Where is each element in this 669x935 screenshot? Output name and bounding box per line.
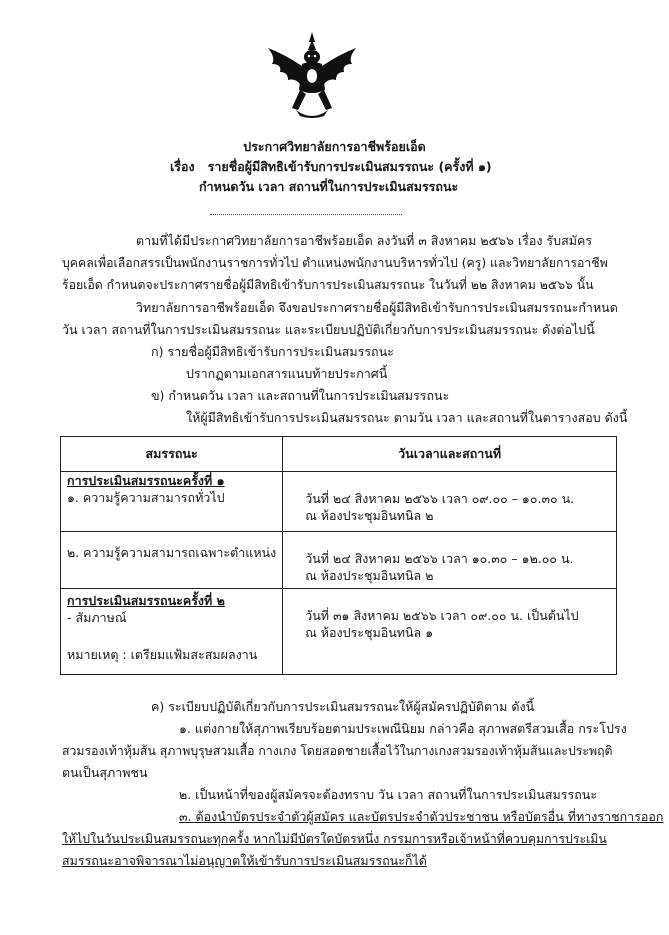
schedule-date: วันที่ ๒๔ สิงหาคม ๒๕๖๖ เวลา ๑๐.๓๐ – ๑๒.๐๐ น.: [305, 551, 574, 566]
subject-prefix: เรื่อง: [170, 159, 195, 174]
item-b: ข) กำหนดวัน เวลา และสถานที่ในการประเมินสมรรถนะ: [151, 388, 450, 403]
schedule-date: วันที่ ๓๑ สิงหาคม ๒๕๖๖ เวลา ๐๙.๐๐ น. เป็นต้นไป: [305, 608, 579, 623]
paragraph-1-line-1: ตามที่ได้มีประกาศวิทยาลัยการอาชีพร้อยเอ็ด ลงวันที่ ๓ สิงหาคม ๒๕๖๖ เรื่อง รับสมัคร: [136, 233, 593, 248]
paragraph-2-line-1: วิทยาลัยการอาชีพร้อยเอ็ด จึงขอประกาศรายชื่อผู้มีสิทธิเข้ารับการประเมินสมรรถนะกำหนด: [136, 300, 618, 315]
garuda-emblem-icon: [262, 30, 362, 122]
table-row: [61, 472, 617, 532]
paragraph-1-line-2: บุคคลเพื่อเลือกสรรเป็นพนักงานราชการทั่วไป ตำแหน่งพนักงานบริหารทั่วไป (ครู) และวิทยาลัยการอาชีพ: [62, 256, 608, 270]
competency-item: - สัมภาษณ์: [67, 610, 127, 625]
table-row: [61, 589, 617, 675]
rule-1-line-3: ตนเป็นสุภาพชน: [62, 765, 148, 780]
competency-cell: [61, 472, 283, 532]
column-header-competency: สมรรถนะ: [61, 437, 283, 472]
schedule-cell: [283, 532, 617, 589]
column-header-date-place: วันเวลาและสถานที่: [283, 437, 617, 472]
rule-3-line-1: ๓. ต้องนำบัตรประจำตัวผู้สมัคร และบัตรประจำตัวประชาชน หรือบัตรอื่น ที่ทางราชการออก: [179, 809, 664, 824]
schedule-date: วันที่ ๒๔ สิงหาคม ๒๕๖๖ เวลา ๐๙.๐๐ – ๑๐.๓๐ น.: [305, 491, 575, 506]
announcement-title: ประกาศวิทยาลัยการอาชีพร้อยเอ็ด: [243, 139, 426, 154]
paragraph-1-line-3: ร้อยเอ็ด กำหนดจะประกาศรายชื่อผู้มีสิทธิเข้ารับการประเมินสมรรถนะ ในวันที่ ๒๒ สิงหาคม ๒๕๖๖ นั้น: [62, 278, 594, 292]
competency-cell: [61, 532, 283, 589]
item-c: ค) ระเบียบปฏิบัติเกี่ยวกับการประเมินสมรรถนะให้ผู้สมัครปฏิบัติตาม ดังนี้: [151, 699, 535, 714]
table-row: [61, 532, 617, 589]
rule-1-line-2: สวมรองเท้าหุ้มส้น สุภาพบุรุษสวมเสื้อ กางเกง โดยสอดชายเสื้อไว้ในกางเกงสวมรองเท้าหุ้มส้นและประพฤติ: [62, 744, 613, 758]
rule-3-line-2: ให้ไปในวันประเมินสมรรถนะทุกครั้ง หากไม่มีบัตรใดบัตรหนึ่ง กรรมการหรือเจ้าหน้าที่ควบคุมการประเมิน: [62, 832, 607, 846]
subject-line: [170, 159, 492, 175]
item-a: ก) รายชื่อผู้มีสิทธิเข้ารับการประเมินสมรรถนะ: [151, 344, 394, 359]
round-1-heading: การประเมินสมรรถนะครั้งที่ ๑: [67, 473, 225, 488]
schedule-cell: [283, 589, 617, 675]
rule-3-line-3: สมรรถนะอาจพิจารณาไม่อนุญาตให้เข้ารับการประเมินสมรรถนะก็ได้: [62, 853, 427, 868]
paragraph-2-line-2: วัน เวลา สถานที่ในการประเมินสมรรถนะ และระเบียบปฏิบัติเกี่ยวกับการประเมินสมรรถนะ ดังต่อไปนี้: [62, 322, 595, 337]
schedule-venue: ณ ห้องประชุมอินทนิล ๑: [305, 625, 434, 640]
header-divider: [210, 214, 402, 215]
schedule-venue: ณ ห้องประชุมอินทนิล ๒: [305, 508, 434, 523]
subject-line-2: กำหนดวัน เวลา สถานที่ในการประเมินสมรรถนะ: [199, 179, 459, 194]
schedule-table: [60, 436, 617, 675]
subject-text: รายชื่อผู้มีสิทธิเข้ารับการประเมินสมรรถนะ (ครั้งที่ ๑): [207, 159, 492, 174]
rule-1-line-1: ๑. แต่งกายให้สุภาพเรียบร้อยตามประเพณีนิยม กล่าวคือ สุภาพสตรีสวมเสื้อ กระโปรง: [179, 721, 627, 736]
table-note: หมายเหตุ : เตรียมแฟ้มสะสมผลงาน: [67, 647, 258, 662]
round-2-heading: การประเมินสมรรถนะครั้งที่ ๒: [67, 593, 225, 608]
rule-2: ๒. เป็นหน้าที่ของผู้สมัครจะต้องทราบ วัน เวลา สถานที่ในการประเมินสมรรถนะ: [179, 787, 598, 802]
schedule-venue: ณ ห้องประชุมอินทนิล ๒: [305, 568, 434, 583]
table-header-row: [61, 437, 617, 472]
competency-item: ๑. ความรู้ความสามารถทั่วไป: [67, 490, 225, 505]
schedule-cell: [283, 472, 617, 532]
item-b-detail: ให้ผู้มีสิทธิเข้ารับการประเมินสมรรถนะ ตามวัน เวลา และสถานที่ในตารางสอบ ดังนี้: [186, 410, 628, 425]
competency-item: ๒. ความรู้ความสามารถเฉพาะตำแหน่ง: [67, 545, 277, 560]
competency-cell: [61, 589, 283, 675]
item-a-detail: ปรากฏตามเอกสารแนบท้ายประกาศนี้: [186, 366, 388, 381]
